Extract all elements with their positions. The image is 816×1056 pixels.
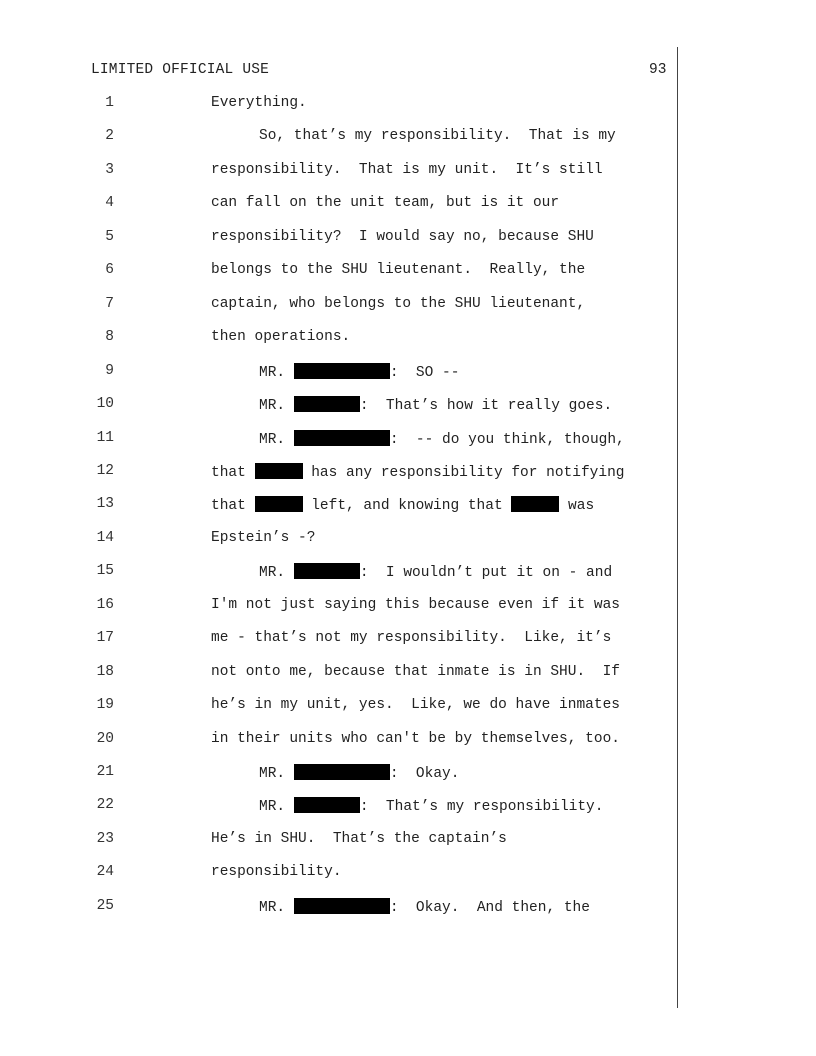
text-segment: : I wouldn’t put it on - and <box>359 565 613 582</box>
text-segment: MR. <box>259 431 294 448</box>
line-text <box>211 329 350 345</box>
text-segment: can fall on the unit team, but is it our <box>211 195 560 212</box>
text-segment: in their units who can't be by themselves, too. <box>211 730 620 747</box>
transcript-line <box>0 463 676 485</box>
text-segment: he’s in my unit, yes. Like, we do have inmates <box>211 697 620 714</box>
transcript-line <box>0 430 676 452</box>
line-number: 16 <box>96 596 114 613</box>
transcript-line <box>0 329 676 351</box>
text-segment: has any responsibility for notifying <box>302 464 625 481</box>
transcript-line <box>0 296 676 318</box>
text-segment: : Okay. <box>389 766 460 782</box>
line-number: 12 <box>96 462 114 479</box>
line-number: 14 <box>96 529 114 546</box>
transcript-line <box>0 162 676 184</box>
text-segment: belongs to the SHU lieutenant. Really, the <box>211 262 586 279</box>
line-text <box>211 530 315 546</box>
text-segment: He’s in SHU. That’s the captain’s <box>211 830 507 847</box>
line-number: 18 <box>96 663 114 680</box>
text-segment: Epstein’s -? <box>211 529 316 546</box>
line-number: 5 <box>105 228 114 245</box>
line-number: 10 <box>96 396 114 413</box>
redaction-block <box>511 496 559 512</box>
transcript-line <box>0 195 676 217</box>
line-number: 20 <box>96 730 114 747</box>
transcript-line <box>0 864 676 886</box>
text-segment: MR. <box>259 899 294 916</box>
text-segment: I'm not just saying this because even if it was <box>211 596 620 613</box>
line-number: 25 <box>96 897 114 914</box>
line-text <box>259 430 625 448</box>
line-text <box>211 162 603 178</box>
text-segment: that <box>211 498 255 515</box>
line-number: 21 <box>96 764 114 780</box>
line-number: 19 <box>96 697 114 714</box>
redaction-block <box>294 430 390 446</box>
redaction-block <box>294 797 360 813</box>
text-segment: Everything. <box>211 95 307 111</box>
text-segment: not onto me, because that inmate is in SHU. If <box>211 663 620 680</box>
transcript-line <box>0 697 676 719</box>
line-text <box>211 597 620 613</box>
line-number: 22 <box>96 797 114 814</box>
line-text <box>211 463 624 481</box>
transcript-line <box>0 597 676 619</box>
text-segment: was <box>559 498 595 515</box>
redaction-block <box>294 363 390 379</box>
text-segment: MR. <box>259 398 294 415</box>
transcript-line <box>0 630 676 652</box>
line-text <box>211 496 594 514</box>
transcript-line <box>0 731 676 753</box>
text-segment: MR. <box>259 766 294 782</box>
line-number: 17 <box>96 630 114 647</box>
line-number: 23 <box>96 830 114 847</box>
line-number: 11 <box>96 429 114 446</box>
line-number: 9 <box>105 362 114 379</box>
line-text <box>211 731 620 747</box>
text-segment: : That’s my responsibility. <box>359 799 604 816</box>
line-text <box>211 630 611 646</box>
line-number: 1 <box>105 95 114 111</box>
text-segment: then operations. <box>211 329 351 346</box>
page-number: 93 <box>649 62 667 78</box>
line-text <box>259 363 459 381</box>
line-number: 8 <box>105 329 114 346</box>
transcript-line <box>0 262 676 284</box>
text-segment: responsibility. That is my unit. It’s still <box>211 161 603 178</box>
line-number: 4 <box>105 195 114 212</box>
line-text <box>259 898 590 916</box>
line-text <box>259 128 616 144</box>
text-segment: : That’s how it really goes. <box>359 398 613 415</box>
transcript-line <box>0 396 676 418</box>
page-header-classification: LIMITED OFFICIAL USE <box>91 62 270 78</box>
text-segment: MR. <box>259 565 294 582</box>
line-text <box>211 229 594 245</box>
transcript-line <box>0 95 676 117</box>
redaction-block <box>294 898 390 914</box>
line-text <box>211 831 507 847</box>
transcript-line <box>0 563 676 585</box>
transcript-line <box>0 664 676 686</box>
line-number: 13 <box>96 496 114 513</box>
line-text <box>259 396 612 414</box>
line-number: 24 <box>96 864 114 881</box>
redaction-block <box>255 463 303 479</box>
transcript-line <box>0 128 676 150</box>
line-text <box>211 262 585 278</box>
text-segment: : SO -- <box>389 364 460 381</box>
text-segment: So, that’s my responsibility. That is my <box>259 128 616 145</box>
transcript-line <box>0 831 676 853</box>
line-number: 15 <box>96 563 114 580</box>
line-text <box>211 95 307 111</box>
line-number: 2 <box>105 128 114 145</box>
text-segment: : Okay. And then, the <box>389 899 590 916</box>
transcript-line <box>0 898 676 920</box>
transcript-line <box>0 363 676 385</box>
redaction-block <box>294 396 360 412</box>
redaction-block <box>255 496 303 512</box>
line-text <box>259 797 603 815</box>
line-text <box>259 563 612 581</box>
line-text <box>211 195 559 211</box>
line-text <box>211 296 585 312</box>
text-segment: left, and knowing that <box>302 498 512 515</box>
redaction-block <box>294 764 390 780</box>
line-text <box>211 697 620 713</box>
line-number: 7 <box>105 295 114 312</box>
transcript-line <box>0 797 676 819</box>
right-margin-rule <box>677 47 678 1008</box>
line-text <box>211 664 620 680</box>
line-number: 3 <box>105 161 114 178</box>
transcript-line <box>0 764 676 786</box>
text-segment: captain, who belongs to the SHU lieutenant, <box>211 295 586 312</box>
text-segment: that <box>211 464 255 481</box>
transcript-line <box>0 530 676 552</box>
text-segment: MR. <box>259 799 294 816</box>
line-text <box>211 864 342 880</box>
transcript-line <box>0 229 676 251</box>
redaction-block <box>294 563 360 579</box>
text-segment: : -- do you think, though, <box>389 431 625 448</box>
line-number: 6 <box>105 262 114 279</box>
text-segment: MR. <box>259 364 294 381</box>
text-segment: responsibility? I would say no, because SHU <box>211 228 594 245</box>
text-segment: responsibility. <box>211 864 342 881</box>
line-text <box>259 764 459 782</box>
transcript-line <box>0 496 676 518</box>
text-segment: me - that’s not my responsibility. Like, it’s <box>211 630 612 647</box>
